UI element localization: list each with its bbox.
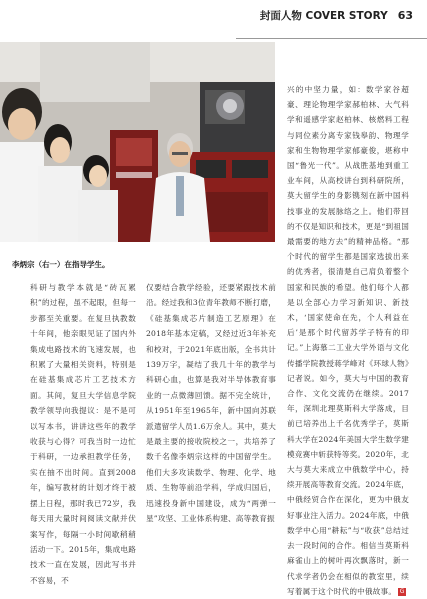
header-rule [236, 38, 427, 39]
page-header [0, 0, 427, 42]
article-column-1: 科研与教学本就是“砖瓦累积”的过程，虽不起眼，但每一步都至关重要。在复旦执教数十年间，他亲眼见证了国内外集成电路技术的飞速发展，也积累了大量相关资料，特别是在硅基集成芯片工艺技术方面。其间，复旦大学信息学院教学领导向我提议：是不是可以写本书，讲讲这些年的教学收获与心得？可我当时一边忙于科研，一边承担教学任务，实在抽不出时间。直到2008年，编写教材的计划才终于被摆上日程，那时我已72岁，我每天用大量时间阅读文献并伏案写作，每隔一小时间歇稍稍活动一下。2015年，集成电路技术一直在发展，因此写书并不容易，不 [30, 283, 136, 585]
page-number: 63 [397, 9, 413, 22]
photo-caption: 李炳宗（右一）在指导学生。 [12, 260, 110, 269]
section-title-cn: 封面人物 [259, 10, 302, 22]
running-head [260, 8, 413, 23]
lab-photo [0, 42, 275, 242]
article-column-2: 仅要结合教学经验，还要紧跟技术前沿。经过我和3位青年教师不断打磨，《硅基集成芯片制造工艺原理》在2018年基本定稿，又经过近3年补充和校对，于2021年底出版，全书共计139万字，凝结了我几十年的教学与科研心血，也算是我对半导体教育事业的一点微薄回馈。据不完全统计，从1951年至1965年，新中国向苏联派遣留学人员1.6万余人。其中，莫大是最主要的接收院校之一，共培养了数千名像李炳宗这样的中国留学生。他们大多攻读数学、物理、化学、地质、生物等前沿学科，学成归国后，迅速投身新中国建设，成为“两弹一星”攻坚、工业体系构建、高等教育振 [146, 283, 276, 524]
end-mark-icon: G [399, 587, 405, 595]
article-column-3-text: 兴的中坚力量，如：数学家谷超豪、理论物理学家郝柏林、大气科学和遥感学家赵柏林、核燃料工程与同位素分离专家钱皋韵、物理学家和生物物理学家郁豪俊，堪称中国“鲁光一代”。从战胜基地到重工业车间，从高校讲台到科研院所，莫大留学生的身影镌刻在新中国科技事业的发展脉络之上。他们带回的不仅是知识和技术，更是“到祖国最需要的地方去”的精神品格。“那个时代的留学生都是国家选拔出来的优秀者，很清楚自己肩负着整个国家和民族的希望。他们每个人都是以全部心力学习新知识、新技术，‘国家使命在先，个人利益在后’是那个时代留苏学子特有的印记。”上海慕二工业大学外语与文化传播学院教授蒋学峰对《环球人物》记者说。如今，莫大与中国的教育合作、文化交流仍在继续。2017年，深圳北理莫斯科大学落成，目前已培养出上千名优秀学子，莫斯科大学在2024年美国大学生数学建模竞赛中斩获特等奖。2020年，北大与莫大来成立中俄数学中心，持续开展高等教育交流。2024年底，中俄经贸合作在深化，更为中俄友好事业注入活力。2024年底，中俄数学中心用“耕耘”与“收获”总结过去一段时间的合作。相信当莫斯科麻雀山上的树叶再次飘落时，新一代求学者仍会在相似的教室里，续写着属于这个时代的中俄故事。 [287, 85, 409, 596]
article-column-3 [287, 82, 409, 599]
section-title-en: COVER STORY [305, 10, 388, 22]
